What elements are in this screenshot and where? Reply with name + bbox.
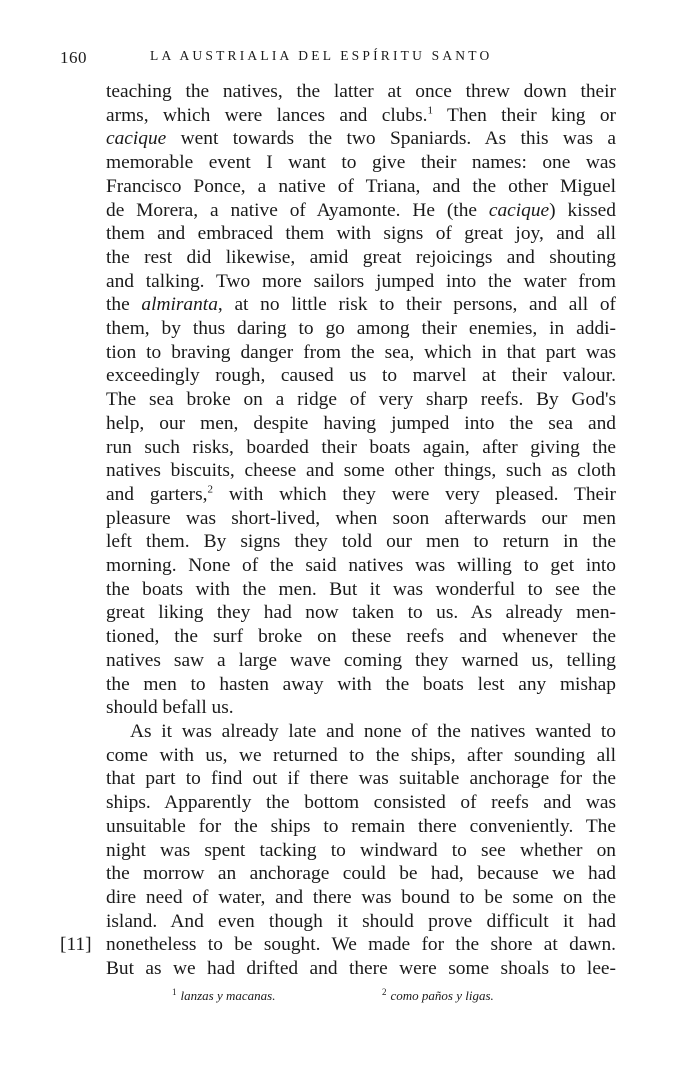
text-line	[106, 127, 616, 151]
text-span: nonetheless to be sought. We made for the shore at dawn.	[106, 934, 616, 956]
text-line	[106, 696, 616, 720]
text-span: , at no little risk to their persons, and all of	[217, 294, 616, 316]
text-span: left them. By signs they told our men to return in the	[106, 531, 616, 553]
footnote-ref-1: 1	[427, 104, 433, 117]
text-span: help, our men, despite having jumped into the sea and	[106, 412, 616, 434]
footnote-text: lanzas y macanas.	[180, 988, 276, 1003]
text-line	[106, 507, 616, 531]
text-span: But as we had drifted and there were some shoals to lee-	[106, 958, 616, 980]
text-line	[60, 933, 616, 957]
text-line	[106, 530, 616, 554]
text-line	[106, 199, 616, 223]
footnote-number: 1	[172, 986, 177, 997]
text-line	[106, 720, 616, 744]
paragraph-1	[106, 80, 616, 720]
text-line	[106, 80, 616, 104]
text-span: ships. Apparently the bottom consisted of reefs and was	[106, 792, 616, 814]
italic-term: cacique	[488, 199, 550, 221]
footnote-number: 2	[382, 986, 387, 997]
text-line	[106, 364, 616, 388]
text-line	[106, 862, 616, 886]
text-line	[106, 388, 616, 412]
text-span: arms, which were lances and clubs.	[106, 104, 428, 126]
text-line	[106, 673, 616, 697]
running-title: LA AUSTRIALIA DEL ESPÍRITU SANTO	[150, 48, 493, 63]
text-span: should befall us.	[106, 697, 234, 719]
text-line	[106, 151, 616, 175]
text-line	[106, 459, 616, 483]
text-span: with which they were very pleased. Their	[212, 483, 616, 505]
text-span: the rest did likewise, amid great rejoicings and shouting	[106, 246, 616, 268]
footnote-2	[382, 988, 494, 1004]
text-span: come with us, we returned to the ships, after sounding all	[106, 744, 616, 766]
text-span: The sea broke on a ridge of very sharp reefs. By God's	[106, 389, 616, 411]
footnote-ref-2: 2	[207, 483, 213, 496]
text-span: island. And even though it should prove difficult it had	[106, 910, 616, 932]
italic-term: cacique	[106, 128, 167, 150]
footnote-text: como paños y ligas.	[390, 988, 494, 1003]
text-line	[106, 175, 616, 199]
text-span: pleasure was short-lived, when soon afterwards our men	[106, 507, 616, 529]
text-span: run such risks, boarded their boats again, after giving the	[106, 436, 616, 458]
text-span: great liking they had now taken to us. As already men-	[106, 602, 616, 624]
text-line	[106, 483, 616, 507]
text-line	[106, 744, 616, 768]
text-line	[106, 222, 616, 246]
text-line	[106, 317, 616, 341]
text-line	[106, 578, 616, 602]
page-number: 160	[60, 48, 87, 67]
text-span: night was spent tacking to windward to see whether on	[106, 839, 616, 861]
text-line	[106, 815, 616, 839]
main-text	[60, 80, 616, 981]
text-line	[106, 270, 616, 294]
footnote-1	[172, 988, 275, 1004]
text-line	[106, 246, 616, 270]
text-span: them, by thus daring to go among their enemies, in addi-	[106, 318, 616, 340]
text-line	[106, 910, 616, 934]
text-line	[106, 649, 616, 673]
text-line	[106, 104, 616, 128]
text-span: morning. None of the said natives was willing to get into	[106, 555, 616, 577]
text-line	[106, 886, 616, 910]
text-span: de Morera, a native of Ayamonte. He (the	[106, 199, 489, 221]
text-span: the boats with the men. But it was wonderful to see the	[106, 578, 616, 600]
text-span: natives biscuits, cheese and some other things, such as cloth	[106, 460, 616, 482]
text-line	[106, 293, 616, 317]
text-span: tion to braving danger from the sea, which in that part was	[106, 341, 616, 363]
italic-term: almiranta	[141, 294, 218, 316]
text-span: As it was already late and none of the natives wanted to	[130, 720, 616, 742]
margin-marker: [11]	[60, 934, 92, 956]
text-span: them and embraced them with signs of great joy, and all	[106, 223, 616, 245]
text-span: natives saw a large wave coming they warned us, telling	[106, 649, 616, 671]
text-span: teaching the natives, the latter at once threw down their	[106, 81, 616, 102]
text-span: tioned, the surf broke on these reefs and whenever the	[106, 626, 616, 648]
text-line	[106, 839, 616, 863]
text-span: the morrow an anchorage could be had, because we had	[106, 863, 616, 885]
text-span: and garters,	[106, 483, 208, 505]
text-span: went towards the two Spaniards. As this was a	[166, 128, 616, 150]
text-span: Francisco Ponce, a native of Triana, and the other Miguel	[106, 175, 616, 197]
text-span: memorable event I want to give their names: one was	[106, 152, 616, 174]
text-span: exceedingly rough, caused us to marvel at their valour.	[106, 365, 616, 387]
text-line	[106, 341, 616, 365]
text-line	[106, 957, 616, 981]
text-line	[106, 436, 616, 460]
paragraph-2	[60, 720, 616, 981]
text-line	[106, 625, 616, 649]
text-span: unsuitable for the ships to remain there conveniently. The	[106, 815, 616, 837]
text-span: the men to hasten away with the boats lest any mishap	[106, 673, 616, 695]
text-line	[106, 554, 616, 578]
text-line	[106, 767, 616, 791]
text-span: that part to find out if there was suitable anchorage for the	[106, 768, 616, 790]
text-span: ) kissed	[549, 199, 616, 221]
text-span: dire need of water, and there was bound to be some on the	[106, 886, 616, 908]
text-span: the	[106, 294, 142, 316]
text-line	[106, 601, 616, 625]
text-span: and talking. Two more sailors jumped into the water from	[106, 270, 616, 292]
text-line	[106, 791, 616, 815]
text-line	[106, 412, 616, 436]
text-span: Then their king or	[433, 104, 616, 126]
